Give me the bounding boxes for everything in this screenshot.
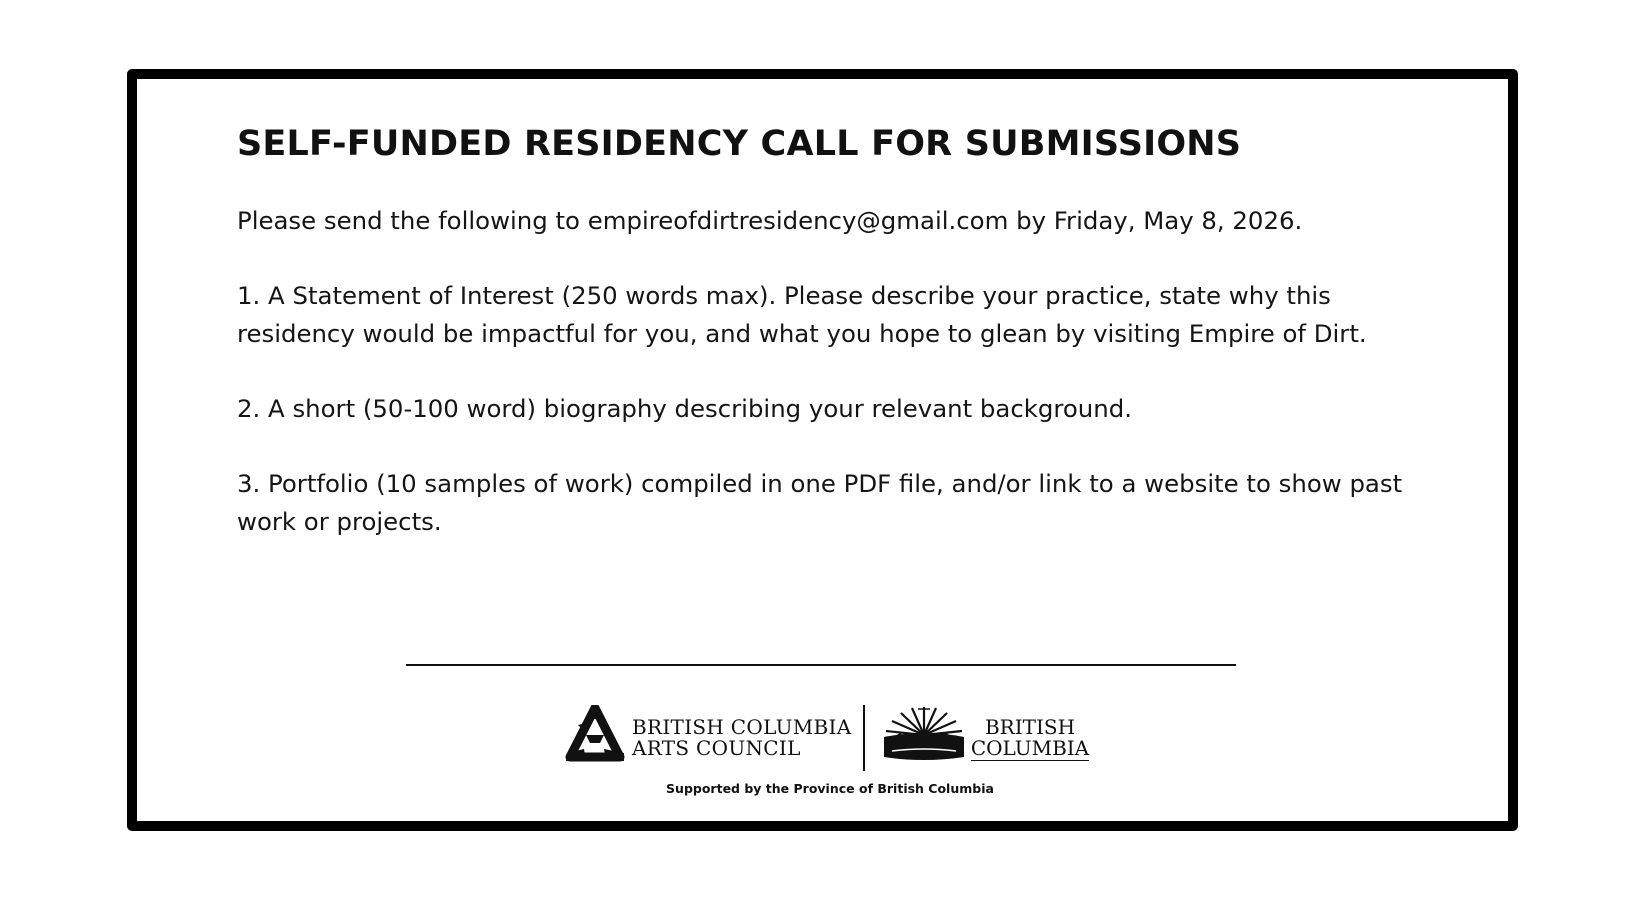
requirement-statement-of-interest: 1. A Statement of Interest (250 words max). Please describe your practice, state why this residency would be impactful for you, and what you hope to glean by visiting Empire of Dirt. — [237, 281, 1367, 348]
province-line1: BRITISH — [984, 715, 1076, 739]
funder-logos — [560, 703, 1100, 813]
arts-council-wordmark — [632, 717, 851, 759]
arts-council-line1: BRITISH COLUMBIA — [632, 715, 852, 739]
province-line2: COLUMBIA — [970, 736, 1090, 760]
logo-separator — [863, 705, 865, 771]
arts-council-line2: ARTS COUNCIL — [632, 736, 801, 760]
province-wordmark — [970, 717, 1090, 761]
support-credit: Supported by the Province of British Columbia — [666, 781, 994, 796]
requirement-portfolio: 3. Portfolio (10 samples of work) compiled in one PDF file, and/or link to a website to show past work or projects. — [237, 469, 1403, 536]
submission-instructions: Please send the following to empireofdirtresidency@gmail.com by Friday, May 8, 2026. — [237, 206, 1303, 235]
page-title: SELF-FUNDED RESIDENCY CALL FOR SUBMISSIONS — [237, 124, 1242, 164]
footer-divider — [406, 664, 1236, 666]
bc-arts-council-emblem-icon — [564, 705, 626, 763]
bc-sunrise-emblem-icon — [882, 703, 966, 761]
requirement-biography: 2. A short (50-100 word) biography describing your relevant background. — [237, 394, 1132, 423]
notice-content — [237, 122, 1437, 541]
